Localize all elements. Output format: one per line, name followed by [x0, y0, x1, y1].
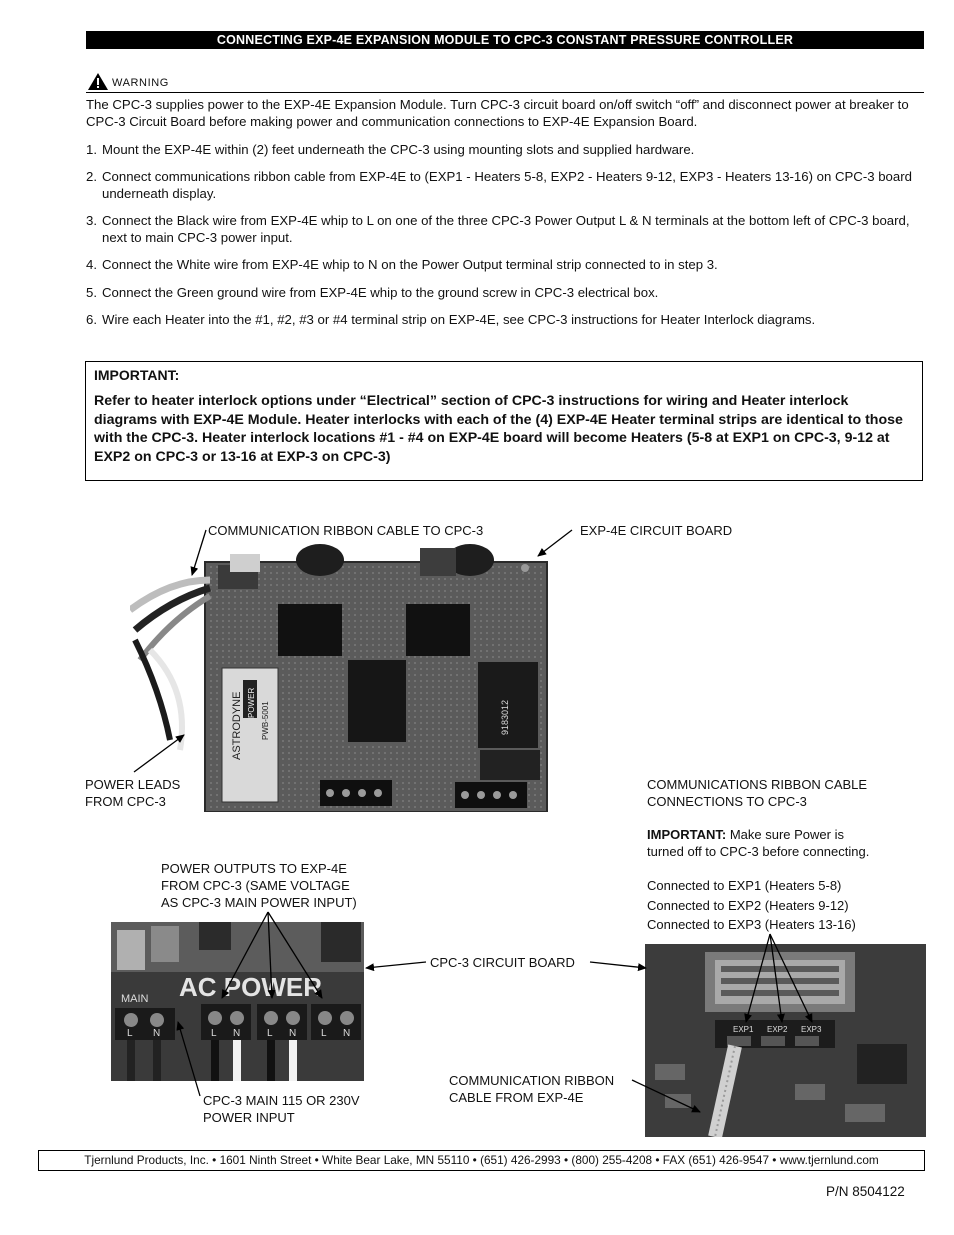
step-item: 6. Wire each Heater into the #1, #2, #3 or #4 terminal strip on EXP-4E, see CPC-3 instructions for Heater Interlock diagrams. — [86, 312, 816, 327]
power-leads-label: POWER LEADS FROM CPC-3 — [85, 777, 181, 809]
step-item: 2. Connect communications ribbon cable from EXP-4E to (EXP1 - Heaters 5-8, EXP2 - Heaters 9-12, EXP3 - Heaters 13-16) on CPC-3 board underneath display. — [86, 169, 912, 201]
ac-power-text: AC POWER — [179, 972, 322, 1002]
important-title: IMPORTANT: — [94, 367, 180, 383]
step-item: 4. Connect the White wire from EXP-4E whip to N on the Power Output terminal strip connected to in step 3. — [86, 257, 718, 272]
important-note: IMPORTANT: Make sure Power is turned off to CPC-3 before connecting. — [647, 827, 870, 859]
part-number: P/N 8504122 — [826, 1184, 905, 1199]
power-outputs-label: POWER OUTPUTS TO EXP-4E FROM CPC-3 (SAME VOLTAGE AS CPC-3 MAIN POWER INPUT) — [161, 861, 357, 910]
comm-ribbon-label: COMMUNICATION RIBBON CABLE TO CPC-3 — [208, 523, 484, 538]
exp1-text: EXP1 — [733, 1025, 754, 1034]
step-item: 5. Connect the Green ground wire from EXP-4E whip to the ground screw in CPC-3 electrical box. — [86, 285, 659, 300]
step-item: 3. Connect the Black wire from EXP-4E whip to L on one of the three CPC-3 Power Output L & N terminals at the bottom left of CPC-3 board, next to main CPC-3 power input. — [86, 213, 910, 245]
exp-connections-list — [647, 876, 856, 935]
comm-connections-label: COMMUNICATIONS RIBBON CABLE CONNECTIONS TO CPC-3 — [647, 777, 868, 809]
list-item: Connected to EXP1 (Heaters 5-8) — [647, 878, 842, 893]
svg-text:L: L — [321, 1028, 327, 1039]
step-item: 1. Mount the EXP-4E within (2) feet underneath the CPC-3 using mounting slots and supplied hardware. — [86, 142, 695, 157]
svg-text:N: N — [153, 1028, 161, 1039]
relay-code-text: 9183012 — [500, 699, 510, 735]
svg-text:L: L — [267, 1028, 273, 1039]
important-text: Refer to heater interlock options under “Electrical” section of CPC-3 instructions for wiring and Heater interlock diagrams with EXP-4E Module. Heater interlocks with each of the (4) EXP-4E Heater terminal strips are identical to those with the CPC-3. Heater interlock locations #1 - #4 on EXP-4E board will become Heaters (5-8 at EXP1 on CPC-3, 9-12 at EXP2 on CPC-3 or 13-16 at EXP-3 on CPC-3) — [94, 393, 903, 465]
list-item: Connected to EXP3 (Heaters 13-16) — [647, 917, 856, 932]
exp3-text: EXP3 — [801, 1025, 822, 1034]
svg-text:L: L — [127, 1028, 133, 1039]
list-item: Connected to EXP2 (Heaters 9-12) — [647, 897, 849, 913]
exp2-text: EXP2 — [767, 1025, 788, 1034]
main-text: MAIN — [121, 993, 149, 1005]
cpc3-board-label: CPC-3 CIRCUIT BOARD — [430, 955, 575, 970]
module-model-text: PWB-5001 — [261, 701, 270, 740]
footer-address: Tjernlund Products, Inc. • 1601 Ninth Street • White Bear Lake, MN 55110 • (651) 426-2993 • (800) 255-4208 • FAX (651) 426-9547 • www.tjernlund.com — [38, 1150, 925, 1171]
module-brand-text: ASTRODYNE — [231, 691, 243, 760]
svg-text:N: N — [233, 1028, 241, 1039]
page-title: CONNECTING EXP-4E EXPANSION MODULE TO CPC-3 CONSTANT PRESSURE CONTROLLER — [86, 31, 924, 49]
warning-label: WARNING — [112, 77, 169, 89]
warning-text: The CPC-3 supplies power to the EXP-4E Expansion Module. Turn CPC-3 circuit board on/off switch “off” and disconnect power at breaker to CPC-3 Circuit Board before making power and communication connections to EXP-4E Expansion Board. — [86, 97, 909, 129]
svg-text:N: N — [289, 1028, 297, 1039]
ribbon-from-label: COMMUNICATION RIBBON CABLE FROM EXP-4E — [449, 1073, 615, 1105]
svg-text:L: L — [211, 1028, 217, 1039]
svg-text:N: N — [343, 1028, 351, 1039]
module-type-text: POWER — [247, 687, 256, 718]
exp4e-board-label: EXP-4E CIRCUIT BOARD — [580, 523, 733, 538]
main-input-label: CPC-3 MAIN 115 OR 230V POWER INPUT — [203, 1093, 360, 1125]
